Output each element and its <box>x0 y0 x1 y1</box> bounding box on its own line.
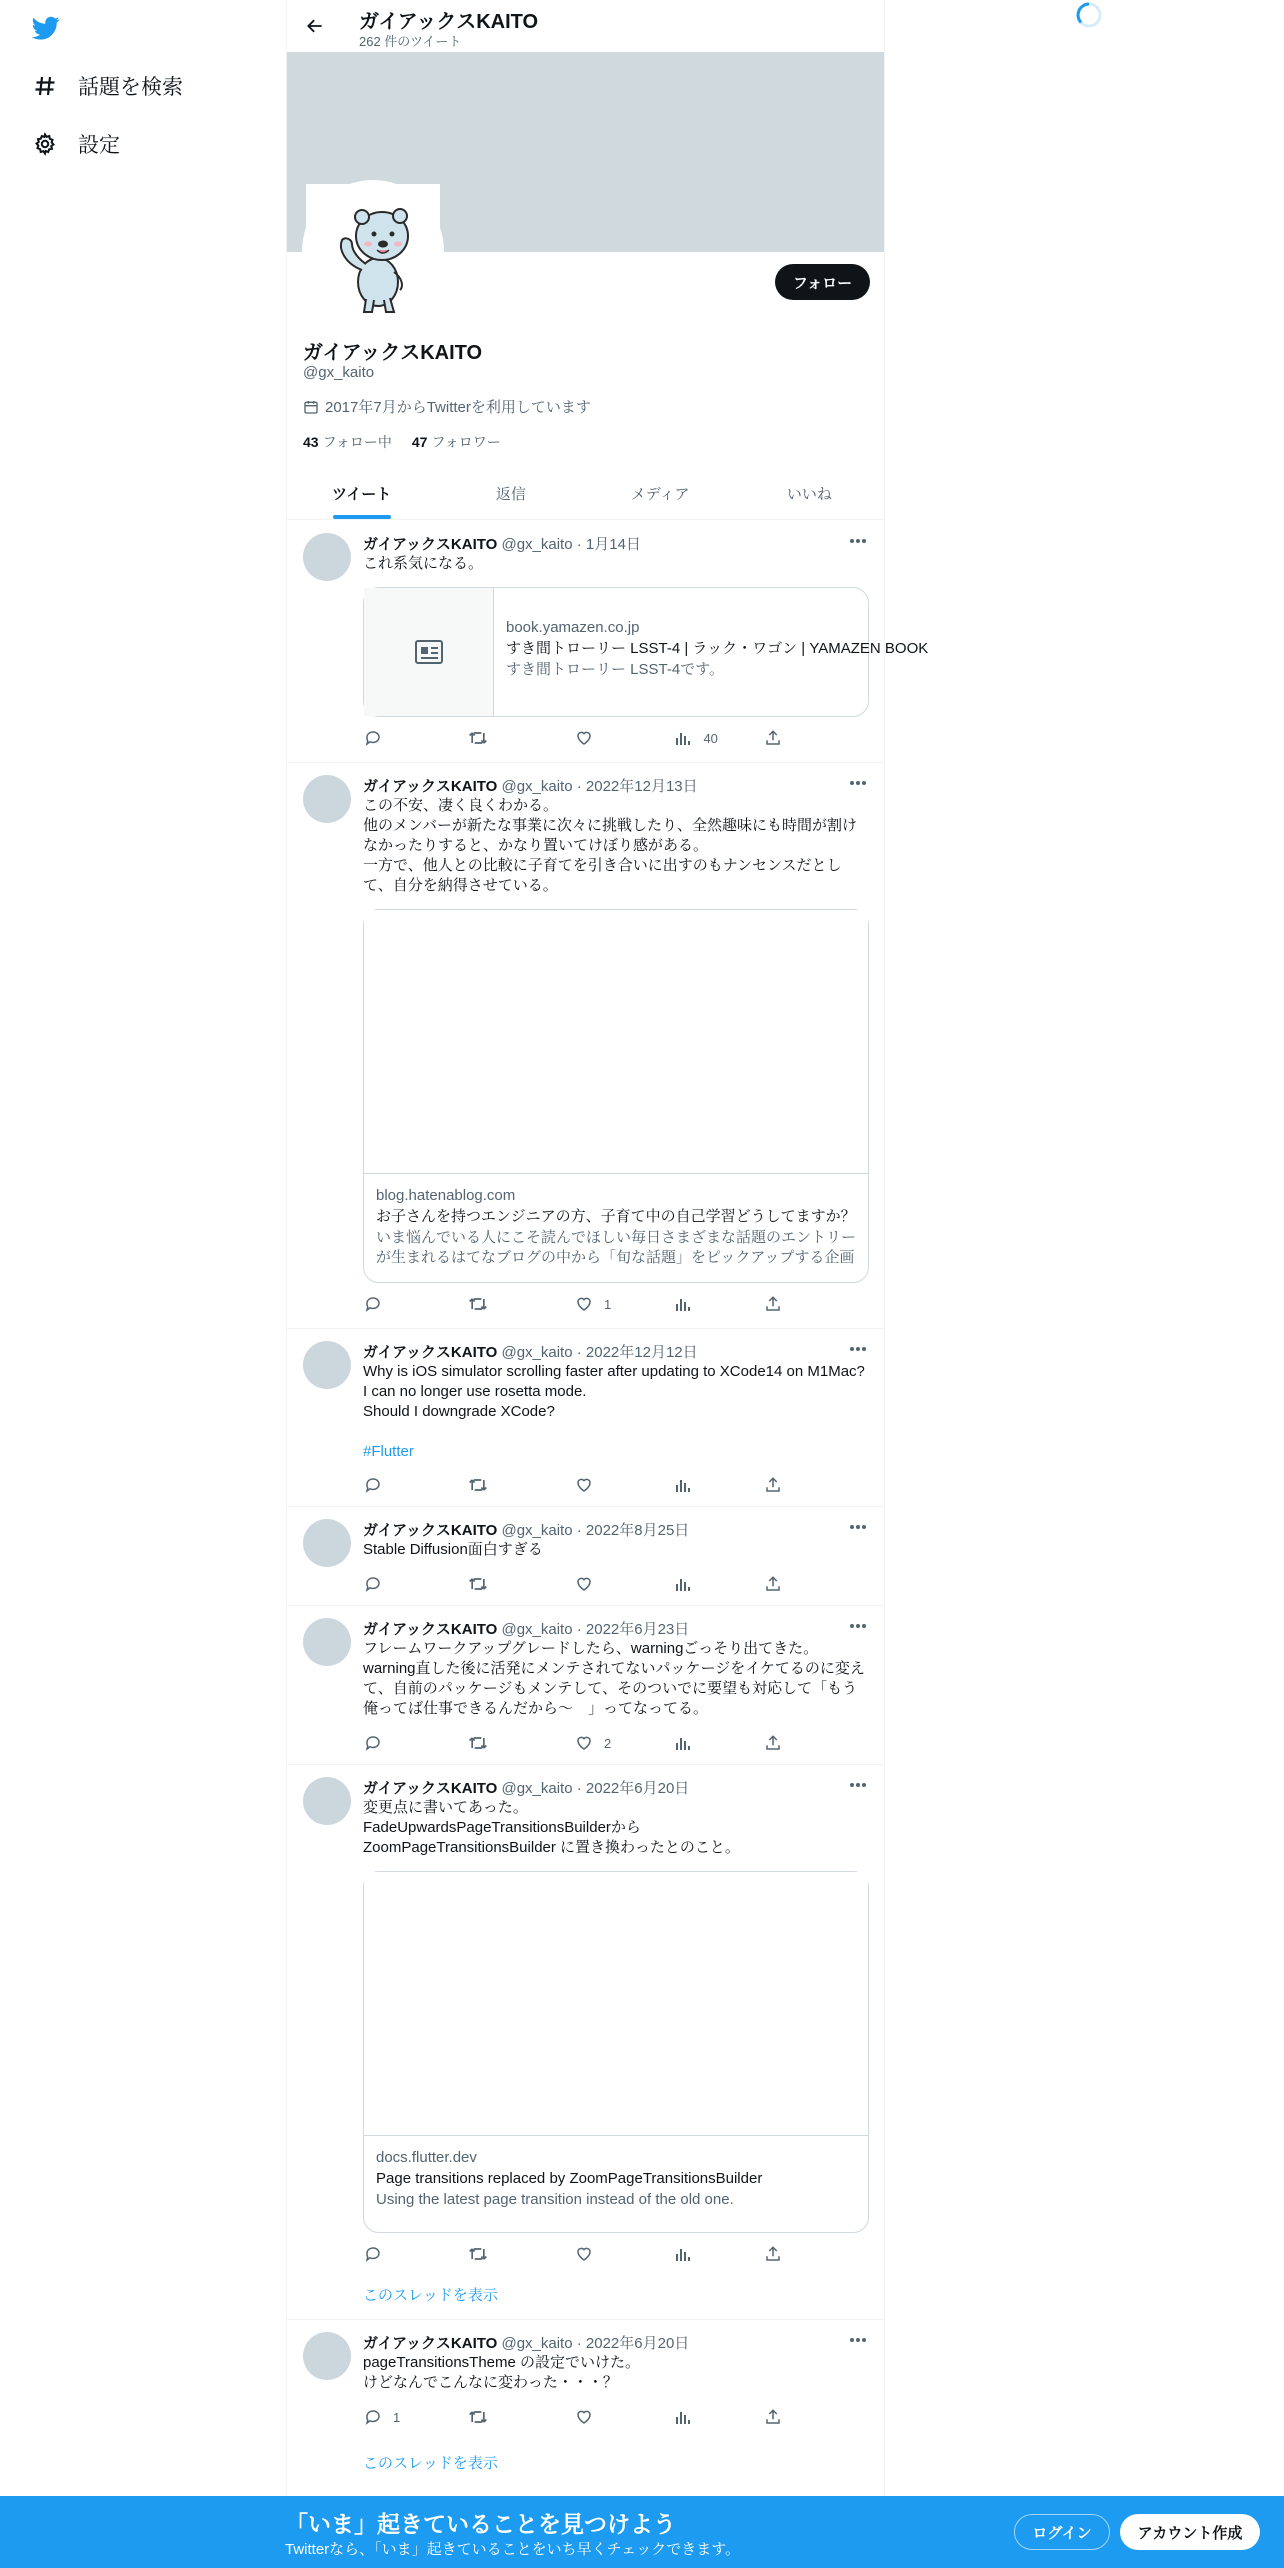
login-prompt-subtitle: Twitterなら、「いま」起きていることをいち早くチェックできます。 <box>285 2541 741 2558</box>
followers-link[interactable] <box>412 432 501 452</box>
tweet-actions <box>363 1573 783 1595</box>
tweet-avatar[interactable] <box>303 1519 351 1567</box>
tweet-author-name[interactable]: ガイアックスKAITO <box>363 1621 498 1638</box>
profile-tabs <box>287 468 884 520</box>
main-column <box>286 0 929 2568</box>
retweet-button[interactable] <box>468 2406 573 2428</box>
profile-handle: @gx_kaito <box>303 364 375 381</box>
share-button[interactable] <box>763 1732 783 1754</box>
tweet[interactable] <box>287 1329 884 1507</box>
share-button[interactable] <box>763 727 783 749</box>
reply-button[interactable] <box>363 1293 468 1315</box>
share-button[interactable] <box>763 1474 783 1496</box>
tweet-author-name[interactable]: ガイアックスKAITO <box>363 1780 498 1797</box>
tweet-handle-date[interactable]: @gx_kaito · 2022年12月12日 <box>501 1344 698 1361</box>
profile-header-bar <box>287 0 884 52</box>
tweet-actions <box>363 1732 783 1754</box>
views-chart-icon <box>673 728 693 748</box>
heart-icon <box>574 2407 594 2427</box>
tweet-author-name[interactable]: ガイアックスKAITO <box>363 778 498 795</box>
article-icon <box>364 588 494 716</box>
reply-icon <box>363 1294 383 1314</box>
share-icon <box>763 1574 783 1594</box>
reply-button[interactable] <box>363 2243 468 2265</box>
reply-count: 1 <box>393 2409 401 2425</box>
like-button[interactable] <box>574 1293 674 1315</box>
tweet-header <box>363 1618 689 1639</box>
tweet-header <box>363 2332 689 2353</box>
more-icon[interactable] <box>848 773 868 793</box>
views-count: 40 <box>703 730 718 746</box>
bear-mascot-icon <box>306 184 440 318</box>
views-button[interactable] <box>673 1732 763 1754</box>
nav-explore[interactable] <box>30 66 183 106</box>
tab-media[interactable]: メディア <box>630 486 690 503</box>
tweet-avatar[interactable] <box>303 1777 351 1825</box>
tweet-handle-date[interactable]: @gx_kaito · 1月14日 <box>501 536 641 553</box>
views-chart-icon <box>673 1475 693 1495</box>
retweet-button[interactable] <box>468 2243 573 2265</box>
retweet-button[interactable] <box>468 1732 573 1754</box>
loading-spinner-icon <box>1076 2 1102 28</box>
tweet-text: Why is iOS simulator scrolling faster after updating to XCode14 on M1Mac? I can no longer use rosetta mode. Should I downgrade XCode? <box>363 1363 865 1420</box>
reply-button[interactable] <box>363 727 468 749</box>
tweet-avatar[interactable] <box>303 533 351 581</box>
views-chart-icon <box>673 2407 693 2427</box>
card-title: すき間トローリー LSST-4 | ラック・ワゴン | YAMAZEN BOOK <box>506 640 929 657</box>
card-description: すき間トローリー LSST-4です。 <box>506 661 724 678</box>
share-button[interactable] <box>763 2243 783 2265</box>
like-button[interactable] <box>574 2243 674 2265</box>
tweet-author-name[interactable]: ガイアックスKAITO <box>363 2335 498 2352</box>
views-chart-icon <box>673 1574 693 1594</box>
tweet-actions <box>363 1293 783 1315</box>
share-icon <box>763 728 783 748</box>
tweet-avatar[interactable] <box>303 2332 351 2380</box>
card-title: Page transitions replaced by ZoomPageTransitionsBuilder <box>376 2170 763 2187</box>
card-title: お子さんを持つエンジニアの方、子育て中の自己学習どうしてますか？ <box>376 1208 856 1225</box>
reply-icon <box>363 1475 383 1495</box>
views-button[interactable] <box>673 2406 763 2428</box>
card-description: いま悩んでいる人にこそ読んでほしい毎日さまざまな話題のエントリーが生まれるはてなブログの中から「旬な話題」をピックアップする企画 <box>376 1229 857 1266</box>
link-card[interactable] <box>363 909 869 1283</box>
joined-text: 2017年7月からTwitterを利用しています <box>325 399 591 416</box>
hashtag-link[interactable]: #Flutter <box>363 1443 414 1460</box>
tweet-handle-date[interactable]: @gx_kaito · 2022年12月13日 <box>501 778 698 795</box>
tweet[interactable] <box>287 1606 884 1765</box>
profile-joined <box>303 396 591 417</box>
like-button[interactable] <box>574 1573 674 1595</box>
nav-explore-label: 話題を検索 <box>78 76 183 99</box>
reply-icon <box>363 1574 383 1594</box>
tweet[interactable] <box>287 763 884 1329</box>
like-count: 2 <box>603 1735 612 1751</box>
tweet-text: 変更点に書いてあった。 FadeUpwardsPageTransitionsBuilderから ZoomPageTransitionsBuilder に置き換わったとのこと。 <box>363 1799 740 1856</box>
retweet-icon <box>468 1733 488 1753</box>
tweet-avatar[interactable] <box>303 1618 351 1666</box>
card-domain: blog.hatenablog.com <box>376 1187 516 1204</box>
show-thread-link[interactable]: このスレッドを表示 <box>363 2455 498 2472</box>
following-link[interactable] <box>303 432 392 452</box>
tweet-text: Stable Diffusion面白すぎる <box>363 1541 543 1558</box>
tweet-actions <box>363 1474 783 1496</box>
tweet-author-name[interactable]: ガイアックスKAITO <box>363 536 498 553</box>
tweet-text: pageTransitionsTheme の設定でいけた。 けどなんでこんなに変わった・・・？ <box>363 2354 641 2391</box>
tweet-hashtag-row <box>363 1442 871 1462</box>
retweet-button[interactable] <box>468 1293 573 1315</box>
header-name: ガイアックスKAITO <box>359 11 539 33</box>
back-arrow-icon[interactable] <box>301 12 329 40</box>
header-tweet-count: 262 件のツイート <box>359 34 462 49</box>
login-prompt-bar <box>0 2496 1284 2568</box>
heart-icon <box>574 728 594 748</box>
retweet-icon <box>468 2407 488 2427</box>
reply-button[interactable] <box>363 1573 468 1595</box>
share-button[interactable] <box>763 1293 783 1315</box>
share-icon <box>763 2407 783 2427</box>
tweet-header <box>363 1777 689 1798</box>
reply-icon <box>363 2407 383 2427</box>
follow-button[interactable]: フォロー <box>775 264 870 300</box>
retweet-icon <box>468 2244 488 2264</box>
tweet-handle-date[interactable]: @gx_kaito · 2022年6月23日 <box>501 1621 690 1638</box>
retweet-icon <box>468 1475 488 1495</box>
left-nav <box>0 0 286 2568</box>
tweet-author-name[interactable]: ガイアックスKAITO <box>363 1344 498 1361</box>
card-domain: docs.flutter.dev <box>376 2149 477 2166</box>
heart-icon <box>574 1574 594 1594</box>
tweet-handle-date[interactable]: @gx_kaito · 2022年6月20日 <box>501 1780 690 1797</box>
tweet-header <box>363 533 641 554</box>
followers-label: フォロワー <box>431 434 501 450</box>
tweet[interactable] <box>287 1765 884 2320</box>
tweet-text: この不安、凄く良くわかる。 他のメンバーが新たな事業に次々に挑戦したり、全然趣味にも時間が割けなかったりすると、かなり置いてけぼり感がある。 一方で、他人との比較に子育てを引き合いに出すのもナンセンスだとして、自分を納得させている。 <box>363 797 857 894</box>
tweet-avatar[interactable] <box>303 775 351 823</box>
tweet-actions <box>363 2243 783 2265</box>
tweet-actions <box>363 2406 783 2428</box>
twitter-bird-icon[interactable] <box>30 14 66 44</box>
retweet-icon <box>468 1294 488 1314</box>
like-button[interactable] <box>574 1732 674 1754</box>
tweet[interactable] <box>287 521 929 763</box>
card-domain: book.yamazen.co.jp <box>506 619 640 636</box>
share-button[interactable] <box>763 1573 783 1595</box>
heart-icon <box>574 2244 594 2264</box>
tweet-header <box>363 775 698 796</box>
tweet[interactable] <box>287 2320 884 2496</box>
show-thread-link[interactable]: このスレッドを表示 <box>363 2287 498 2304</box>
tab-likes[interactable]: いいね <box>786 486 832 503</box>
tweet[interactable] <box>287 1507 884 1606</box>
like-button[interactable] <box>574 2406 674 2428</box>
like-button[interactable] <box>574 1474 674 1496</box>
signup-button[interactable]: アカウント作成 <box>1120 2514 1260 2550</box>
retweet-button[interactable] <box>468 1474 573 1496</box>
share-button[interactable] <box>763 2406 783 2428</box>
tweet-actions <box>363 727 783 749</box>
heart-icon <box>574 1475 594 1495</box>
reply-icon <box>363 2244 383 2264</box>
retweet-icon <box>468 728 488 748</box>
heart-icon <box>574 1733 594 1753</box>
more-icon[interactable] <box>848 1339 868 1359</box>
like-button[interactable] <box>574 727 674 749</box>
gear-icon <box>30 129 60 159</box>
share-icon <box>763 2244 783 2264</box>
more-icon[interactable] <box>848 2330 868 2350</box>
reply-icon <box>363 1733 383 1753</box>
link-card[interactable] <box>363 587 929 717</box>
views-chart-icon <box>673 2244 693 2264</box>
tab-replies[interactable]: 返信 <box>495 486 526 503</box>
retweet-button[interactable] <box>468 727 573 749</box>
share-icon <box>763 1733 783 1753</box>
profile-stats <box>303 432 501 452</box>
tweet-text: フレームワークアップグレードしたら、warningごっそり出てきた。 warning直した後に活発にメンテされてないパッケージをイケてるのに変えて、自前のパッケージもメンテして、そのついでに要望も対応して「もう俺ってば仕事できるんだから〜 」ってなってる。 <box>363 1640 865 1717</box>
tweet-text: これ系気になる。 <box>363 555 484 572</box>
reply-button[interactable] <box>363 1732 468 1754</box>
views-chart-icon <box>673 1294 693 1314</box>
views-button[interactable] <box>673 2243 763 2265</box>
nav-settings[interactable] <box>30 124 120 164</box>
login-button[interactable]: ログイン <box>1014 2514 1110 2550</box>
tweet-author-name[interactable]: ガイアックスKAITO <box>363 1522 498 1539</box>
tab-tweets[interactable]: ツイート <box>287 468 436 519</box>
card-image <box>364 1872 868 2136</box>
more-icon[interactable] <box>848 1775 868 1795</box>
views-button[interactable] <box>673 1573 763 1595</box>
avatar[interactable] <box>302 180 444 322</box>
views-chart-icon <box>673 1733 693 1753</box>
login-prompt-title: 「いま」起きていることを見つけよう <box>285 2511 676 2537</box>
followers-count: 47 <box>411 434 428 450</box>
share-icon <box>763 1475 783 1495</box>
retweet-button[interactable] <box>468 1573 573 1595</box>
tweet-avatar[interactable] <box>303 1341 351 1389</box>
profile-name: ガイアックスKAITO <box>303 342 483 364</box>
more-icon[interactable] <box>848 1517 868 1537</box>
hashtag-icon <box>30 71 60 101</box>
card-image <box>364 910 868 1174</box>
heart-icon <box>574 1294 594 1314</box>
tweet-header <box>363 1519 689 1540</box>
reply-button[interactable] <box>363 1474 468 1496</box>
calendar-icon <box>303 399 319 415</box>
following-count: 43 <box>303 434 319 450</box>
like-count: 1 <box>603 1296 612 1312</box>
views-button[interactable] <box>673 1293 763 1315</box>
more-icon[interactable] <box>848 531 868 551</box>
link-card[interactable] <box>363 1871 869 2233</box>
tweet-handle-date[interactable]: @gx_kaito · 2022年8月25日 <box>501 1522 690 1539</box>
reply-icon <box>363 728 383 748</box>
views-button[interactable] <box>673 727 763 749</box>
card-description: Using the latest page transition instead of the old one. <box>376 2191 734 2208</box>
reply-button[interactable] <box>363 2406 468 2428</box>
following-label: フォロー中 <box>322 434 392 450</box>
share-icon <box>763 1294 783 1314</box>
more-icon[interactable] <box>848 1616 868 1636</box>
tweet-header <box>363 1341 698 1362</box>
views-button[interactable] <box>673 1474 763 1496</box>
tweet-handle-date[interactable]: @gx_kaito · 2022年6月20日 <box>501 2335 690 2352</box>
retweet-icon <box>468 1574 488 1594</box>
nav-settings-label: 設定 <box>78 134 120 157</box>
